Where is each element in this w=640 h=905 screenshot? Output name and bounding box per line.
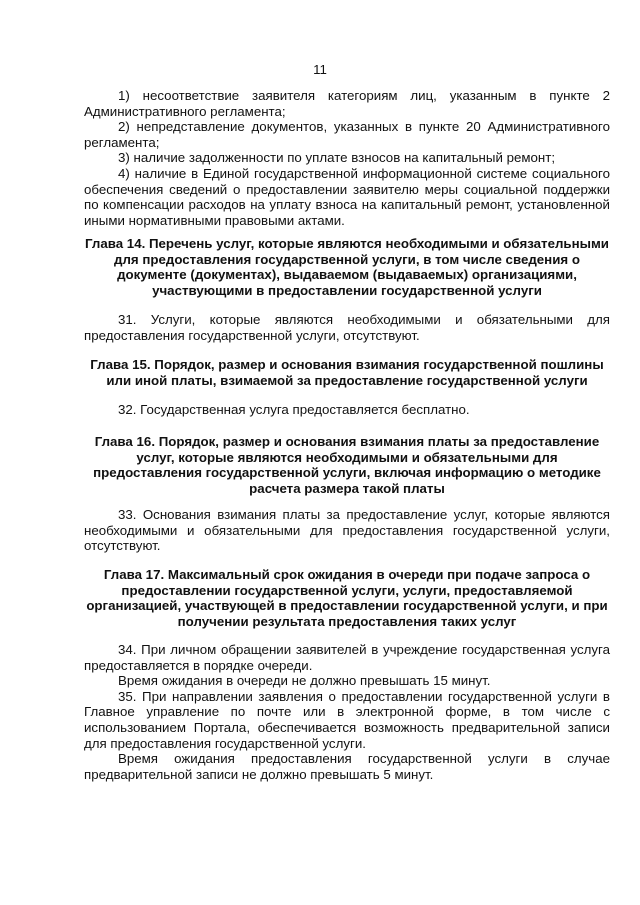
chapter-16-heading: Глава 16. Порядок, размер и основания взимания платы за предоставление услуг, которые являются необходимыми и обязательными для предоставления государственной услуги, включая информацию о методике расчета размера такой платы bbox=[93, 434, 601, 496]
list-item: 2) непредставление документов, указанных в пункте 20 Административного регламента; bbox=[84, 119, 610, 150]
list-item: 3) наличие задолженности по уплате взносов на капитальный ремонт; bbox=[118, 150, 556, 166]
paragraph-34: 34. При личном обращении заявителей в учреждение государственная услуга предоставляется в порядке очереди. bbox=[84, 642, 610, 673]
list-item: 1) несоответствие заявителя категориям лиц, указанным в пункте 2 Административного регламента; bbox=[84, 88, 610, 119]
paragraph-35-wait: Время ожидания предоставления государственной услуги в случае предварительной записи не должно превышать 5 минут. bbox=[84, 751, 610, 782]
paragraph-33: 33. Основания взимания платы за предоставление услуг, которые являются необходимыми и обязательными для предоставления государственной услуги, отсутствуют. bbox=[84, 507, 610, 554]
chapter-15-heading: Глава 15. Порядок, размер и основания взимания государственной пошлины или иной платы, взимаемой за предоставление государственной услуги bbox=[90, 357, 604, 388]
list-item: 4) наличие в Единой государственной информационной системе социального обеспечения сведений о предоставлении заявителю меры социальной поддержки по компенсации расходов на уплату взноса на капитальный ремонт, установленной иными нормативными правовыми актами. bbox=[84, 165, 610, 228]
chapter-17-heading: Глава 17. Максимальный срок ожидания в очереди при подаче запроса о предоставлении государственной услуги, услуги, предоставляемой организацией, участвующей в предоставлении государственной услуги, и при получении результата предоставления таких услуг bbox=[86, 567, 608, 629]
paragraph-34-wait: Время ожидания в очереди не должно превышать 15 минут. bbox=[118, 673, 491, 689]
paragraph-32: 32. Государственная услуга предоставляется бесплатно. bbox=[118, 402, 470, 417]
chapter-14-heading: Глава 14. Перечень услуг, которые являются необходимыми и обязательными для предоставления государственной услуги, в том числе сведения о документе (документах), выдаваемом (выдаваемых) организациями, участвующими в предоставлении государственной услуги bbox=[85, 236, 609, 298]
paragraph-35: 35. При направлении заявления о предоставлении государственной услуги в Главное управление по почте или в электронной форме, в том числе с использованием Портала, обеспечивается возможность предварительной записи для предоставления государственной услуги. bbox=[84, 688, 610, 751]
list-top bbox=[84, 88, 610, 228]
page-number: 11 bbox=[313, 62, 327, 77]
paragraph-31: 31. Услуги, которые являются необходимыми и обязательными для предоставления государственной услуги, отсутствуют. bbox=[84, 312, 610, 343]
